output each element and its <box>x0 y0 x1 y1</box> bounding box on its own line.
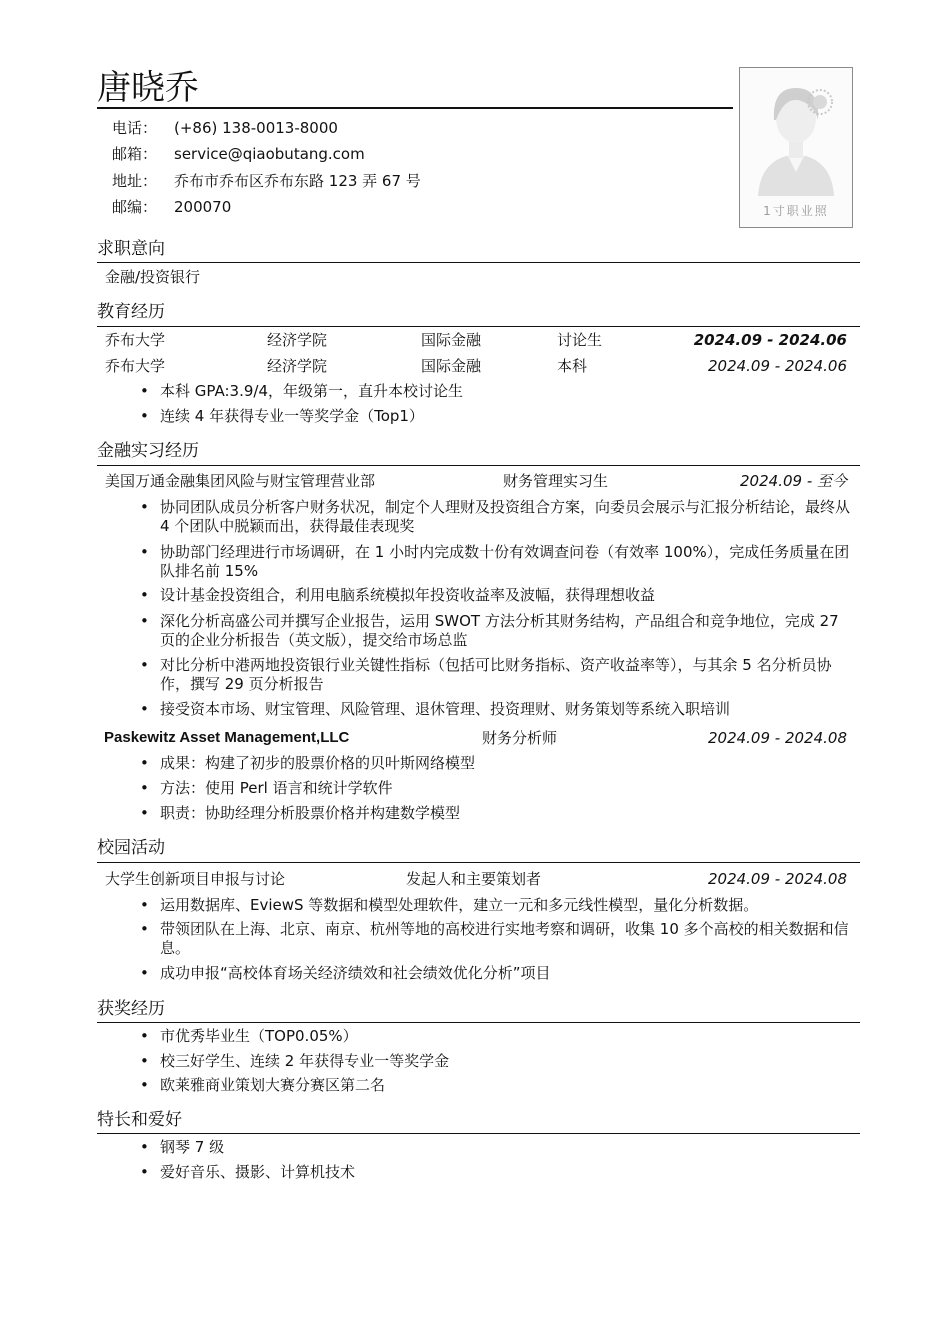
bullet-icon: • <box>140 586 149 604</box>
bullet-icon: • <box>140 754 149 772</box>
bullet-icon: • <box>140 896 149 914</box>
list-item: • 带领团队在上海、北京、南京、杭州等地的高校进行实地考察和调研，收集 10 多个高校的相关数据和信息。 <box>140 920 849 957</box>
activity-header <box>0 868 950 890</box>
job-header <box>0 470 950 492</box>
education-date: 2024.09 - 2024.06 <box>707 357 847 375</box>
list-item: • 方法：使用 Perl 语言和统计学软件 <box>140 779 393 797</box>
bullet-icon: • <box>140 700 149 718</box>
bullet-icon: • <box>140 1052 149 1070</box>
contact-address <box>112 170 421 192</box>
section-title-campus: 校园活动 <box>97 838 165 858</box>
organization: Paskewitz Asset Management,LLC <box>104 729 350 746</box>
activity-role: 发起人和主要策划者 <box>406 870 542 888</box>
section-title-awards: 获奖经历 <box>97 999 165 1019</box>
contact-email <box>112 143 365 165</box>
major: 国际金融 <box>421 331 482 349</box>
bullet-icon: • <box>140 920 149 938</box>
list-item: • 本科 GPA:3.9/4，年级第一，直升本校讨论生 <box>140 382 463 400</box>
list-item: • 连续 4 年获得专业一等奖学金（Top1） <box>140 407 424 425</box>
contact-label: 地址： <box>112 172 158 190</box>
activity-date: 2024.09 - 2024.08 <box>707 870 847 888</box>
list-item: • 对比分析中港两地投资银行业关键性指标（包括可比财务指标、资产收益率等），与其余 5 名分析员协作，撰写 29 页分析报告 <box>140 656 832 693</box>
list-item: • 接受资本市场、财宝管理、风险管理、退休管理、投资理财、财务策划等系统入职培训 <box>140 700 731 718</box>
list-item: • 市优秀毕业生（TOP0.05%） <box>140 1027 358 1045</box>
objective-value: 金融/投资银行 <box>105 268 201 286</box>
college: 经济学院 <box>267 331 328 349</box>
bullet-icon: • <box>140 964 149 982</box>
bullet-icon: • <box>140 779 149 797</box>
email-value[interactable]: service@qiaobutang.com <box>174 145 365 163</box>
school: 乔布大学 <box>105 357 166 375</box>
list-item: • 成果：构建了初步的股票价格的贝叶斯网络模型 <box>140 754 476 772</box>
bullet-icon: • <box>140 1076 149 1094</box>
list-item: • 协助部门经理进行市场调研，在 1 小时内完成数十份有效调查问卷（有效率 100%），完成任务质量在团队排名前 15% <box>140 543 850 580</box>
bullet-icon: • <box>140 498 149 516</box>
profile-photo <box>739 67 853 228</box>
bullet-icon: • <box>140 1138 149 1156</box>
section-divider <box>97 1022 860 1023</box>
major: 国际金融 <box>421 357 482 375</box>
bullet-icon: • <box>140 382 149 400</box>
contact-zipcode <box>112 196 231 218</box>
college: 经济学院 <box>267 357 328 375</box>
contact-label: 邮箱： <box>112 145 158 163</box>
list-item: • 爱好音乐、摄影、计算机技术 <box>140 1163 356 1181</box>
contact-label: 邮编： <box>112 198 158 216</box>
section-title-objective: 求职意向 <box>97 239 165 259</box>
section-title-hobbies: 特长和爱好 <box>97 1110 182 1130</box>
list-item: • 职责：协助经理分析股票价格并构建数学模型 <box>140 804 461 822</box>
address-value: 乔布市乔布区乔布东路 123 弄 67 号 <box>174 172 421 190</box>
organization: 美国万通金融集团风险与财宝管理营业部 <box>105 472 376 490</box>
role: 财务管理实习生 <box>503 472 609 490</box>
list-item: • 钢琴 7 级 <box>140 1138 225 1156</box>
education-row <box>0 329 950 351</box>
bullet-icon: • <box>140 543 149 561</box>
bullet-icon: • <box>140 407 149 425</box>
section-title-education: 教育经历 <box>97 302 165 322</box>
job-header <box>0 727 950 749</box>
degree: 本科 <box>557 357 588 375</box>
list-item: • 设计基金投资组合，利用电脑系统模拟年投资收益率及波幅，获得理想收益 <box>140 586 656 604</box>
list-item: • 深化分析高盛公司并撰写企业报告，运用 SWOT 方法分析其财务结构，产品组合和竞争地位，完成 27 页的企业分析报告（英文版），提交给市场总监 <box>140 612 839 649</box>
section-divider <box>97 1133 860 1134</box>
job-date: 2024.09 - 至今 <box>740 472 847 490</box>
list-item: • 运用数据库、EviewS 等数据和模型处理软件，建立一元和多元线性模型，量化分析数据。 <box>140 896 759 914</box>
education-row <box>0 355 950 377</box>
list-item: • 欧莱雅商业策划大赛分赛区第二名 <box>140 1076 386 1094</box>
section-title-internship: 金融实习经历 <box>97 441 199 461</box>
bullet-icon: • <box>140 1163 149 1181</box>
candidate-name: 唐晓乔 <box>97 68 199 108</box>
section-divider <box>97 326 860 327</box>
contact-label: 电话： <box>112 119 158 137</box>
bullet-icon: • <box>140 804 149 822</box>
name-divider <box>97 107 733 109</box>
list-item: • 协同团队成员分析客户财务状况，制定个人理财及投资组合方案，向委员会展示与汇报分析结论，最终从 4 个团队中脱颖而出，获得最佳表现奖 <box>140 498 851 535</box>
photo-caption: 1寸职业照 <box>763 204 829 218</box>
section-divider <box>97 465 860 466</box>
school: 乔布大学 <box>105 331 166 349</box>
role: 财务分析师 <box>482 729 558 747</box>
contact-phone <box>112 117 338 139</box>
degree: 讨论生 <box>557 331 603 349</box>
education-date: 2024.09 - 2024.06 <box>693 331 847 349</box>
phone-value: (+86) 138-0013-8000 <box>174 119 338 137</box>
section-divider <box>97 262 860 263</box>
bullet-icon: • <box>140 656 149 674</box>
activity-name: 大学生创新项目申报与讨论 <box>105 870 286 888</box>
section-divider <box>97 862 860 863</box>
bullet-icon: • <box>140 612 149 630</box>
job-date: 2024.09 - 2024.08 <box>707 729 847 747</box>
bullet-icon: • <box>140 1027 149 1045</box>
list-item: • 成功申报“高校体育场关经济绩效和社会绩效优化分析”项目 <box>140 964 551 982</box>
zipcode-value: 200070 <box>174 198 232 216</box>
list-item: • 校三好学生、连续 2 年获得专业一等奖学金 <box>140 1052 450 1070</box>
